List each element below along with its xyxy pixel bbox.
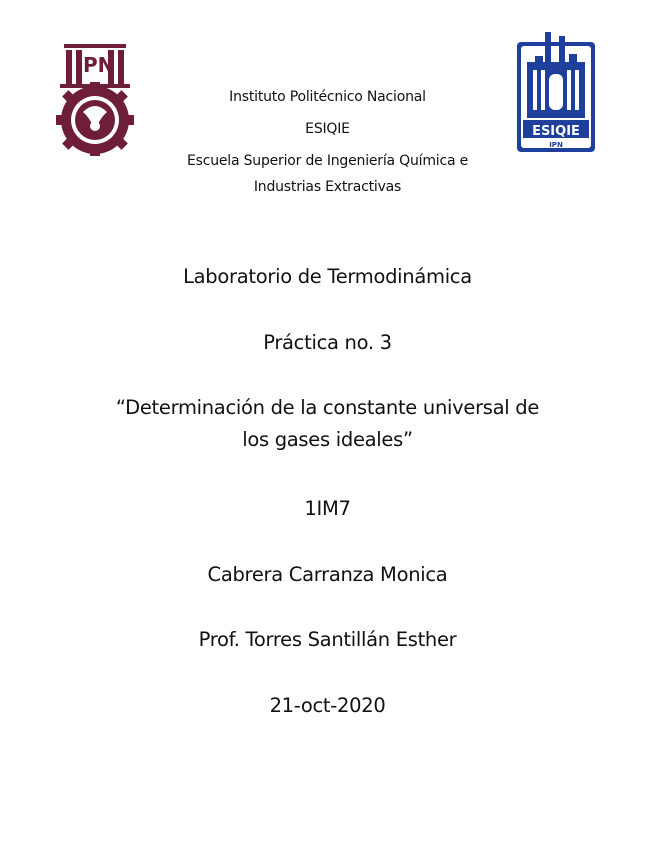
school-abbreviation: ESIQIE (305, 121, 350, 137)
practice-number: Práctica no. 3 (263, 331, 392, 354)
esiqie-logo-subtext: IPN (549, 141, 563, 149)
professor-name: Prof. Torres Santillán Esther (198, 628, 457, 651)
group-code: 1IM7 (304, 497, 351, 520)
institute-name: Instituto Politécnico Nacional (229, 89, 426, 105)
esiqie-logo-text: ESIQIE (532, 124, 580, 139)
school-name-line2: Industrias Extractivas (253, 179, 402, 195)
ipn-logo-text: IPN (75, 53, 115, 77)
document-date: 21-oct-2020 (269, 694, 386, 717)
lab-name: Laboratorio de Termodinámica (183, 265, 472, 288)
student-name: Cabrera Carranza Monica (207, 563, 448, 586)
school-name-line1: Escuela Superior de Ingeniería Química e (186, 153, 469, 169)
practice-title-line1: “Determinación de la constante universal de (115, 396, 540, 419)
practice-title-line2: los gases ideales” (242, 428, 413, 451)
